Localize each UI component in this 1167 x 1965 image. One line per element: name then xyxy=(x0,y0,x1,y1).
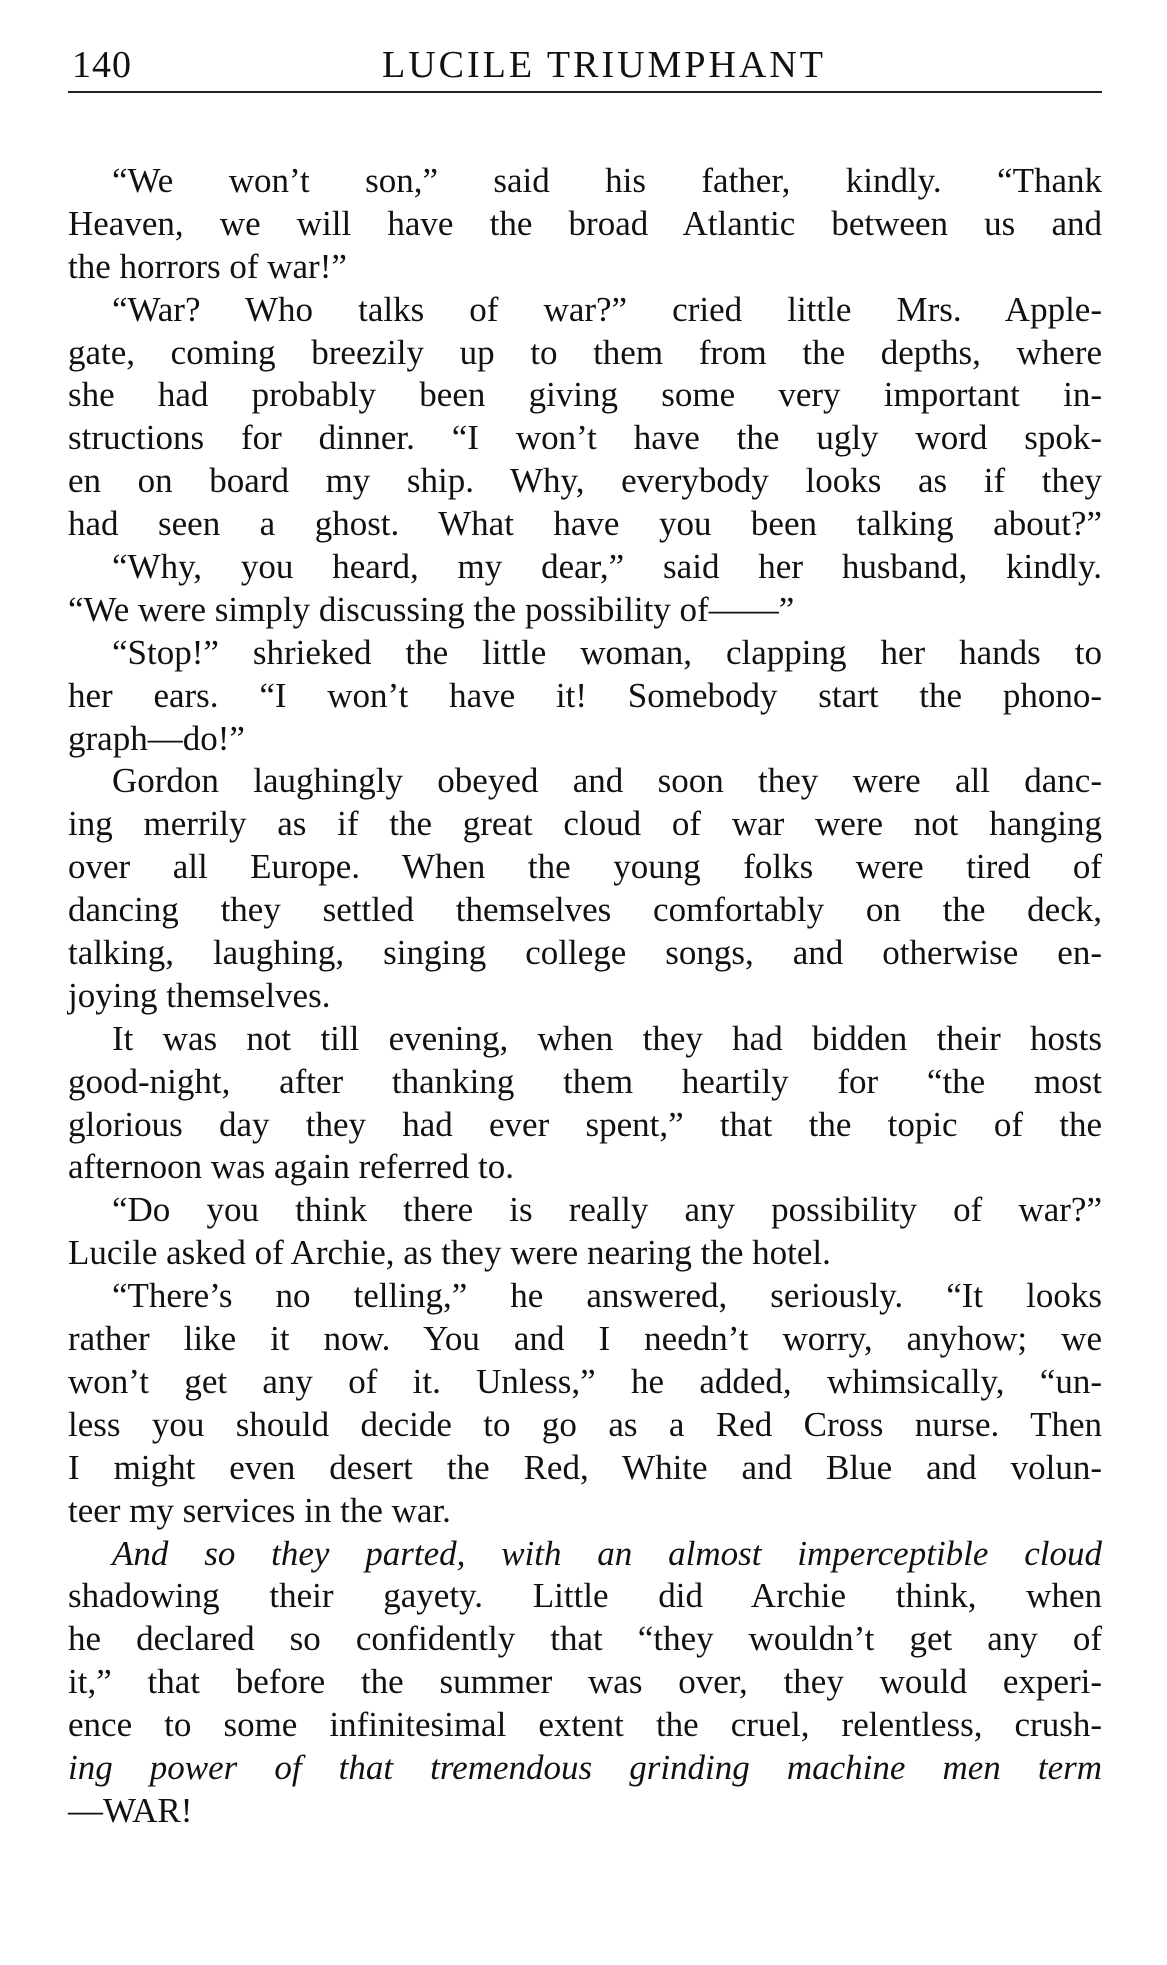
text-line: “Do you think there is really any possibility of war?” xyxy=(112,1190,1102,1230)
text-line: “We won’t son,” said his father, kindly. “Thank xyxy=(112,161,1102,200)
running-title: LUCILE TRIUMPHANT xyxy=(382,44,827,86)
text-line: “We were simply discussing the possibility of——” xyxy=(68,589,795,629)
text-line: joying themselves. xyxy=(68,975,331,1015)
text-line: “Why, you heard, my dear,” said her husband, kindly. xyxy=(112,547,1102,587)
text-line: Lucile asked of Archie, as they were nearing the hotel. xyxy=(68,1233,831,1273)
text-line: had seen a ghost. What have you been talking about?” xyxy=(68,504,1102,544)
text-line: structions for dinner. “I won’t have the ugly word spok- xyxy=(68,418,1102,458)
text-line: ence to some infinitesimal extent the cruel, relentless, crush- xyxy=(68,1705,1102,1745)
text-line: “There’s no telling,” he answered, seriously. “It looks xyxy=(112,1276,1102,1316)
text-line: ing merrily as if the great cloud of war were not hanging xyxy=(68,804,1102,844)
text-line: teer my services in the war. xyxy=(68,1490,451,1530)
text-line: her ears. “I won’t have it! Somebody start the phono- xyxy=(68,675,1102,715)
text-line: she had probably been giving some very important in- xyxy=(68,375,1102,415)
text-line: And so they parted, with an almost imperceptible cloud xyxy=(112,1533,1102,1573)
text-line: over all Europe. When the young folks were tired of xyxy=(68,847,1102,887)
text-line: less you should decide to go as a Red Cross nurse. Then xyxy=(68,1404,1102,1444)
text-line: it,” that before the summer was over, they would experi- xyxy=(68,1662,1102,1702)
text-line: It was not till evening, when they had bidden their hosts xyxy=(112,1018,1102,1058)
text-line: Heaven, we will have the broad Atlantic between us and xyxy=(68,203,1102,243)
text-line: gate, coming breezily up to them from the depths, where xyxy=(68,332,1102,372)
text-line: en on board my ship. Why, everybody looks as if they xyxy=(68,461,1102,501)
text-line: —WAR! xyxy=(68,1790,193,1830)
text-line: shadowing their gayety. Little did Archie think, when xyxy=(68,1576,1102,1616)
text-line: the horrors of war!” xyxy=(68,246,347,286)
text-line: graph—do!” xyxy=(68,718,245,758)
text-line: I might even desert the Red, White and Blue and volun- xyxy=(68,1447,1102,1487)
text-line: won’t get any of it. Unless,” he added, whimsically, “un- xyxy=(68,1361,1102,1401)
text-line: good-night, after thanking them heartily for “the most xyxy=(68,1061,1102,1101)
text-line: talking, laughing, singing college songs, and otherwise en- xyxy=(68,933,1102,973)
text-line: ing power of that tremendous grinding machine men term xyxy=(68,1747,1102,1787)
text-line: glorious day they had ever spent,” that the topic of the xyxy=(68,1104,1102,1144)
text-line: afternoon was again referred to. xyxy=(68,1147,515,1187)
text-line: rather like it now. You and I needn’t worry, anyhow; we xyxy=(68,1319,1102,1359)
page-header xyxy=(66,40,1104,90)
header-rule xyxy=(68,91,1102,93)
text-line: he declared so confidently that “they wouldn’t get any of xyxy=(68,1619,1102,1659)
page-number: 140 xyxy=(72,44,132,86)
text-line: Gordon laughingly obeyed and soon they were all danc- xyxy=(112,761,1102,801)
text-line: dancing they settled themselves comfortably on the deck, xyxy=(68,890,1102,930)
text-line: “War? Who talks of war?” cried little Mrs. Apple- xyxy=(112,289,1102,329)
text-line: “Stop!” shrieked the little woman, clapping her hands to xyxy=(112,632,1102,672)
body-text xyxy=(68,160,1102,1833)
